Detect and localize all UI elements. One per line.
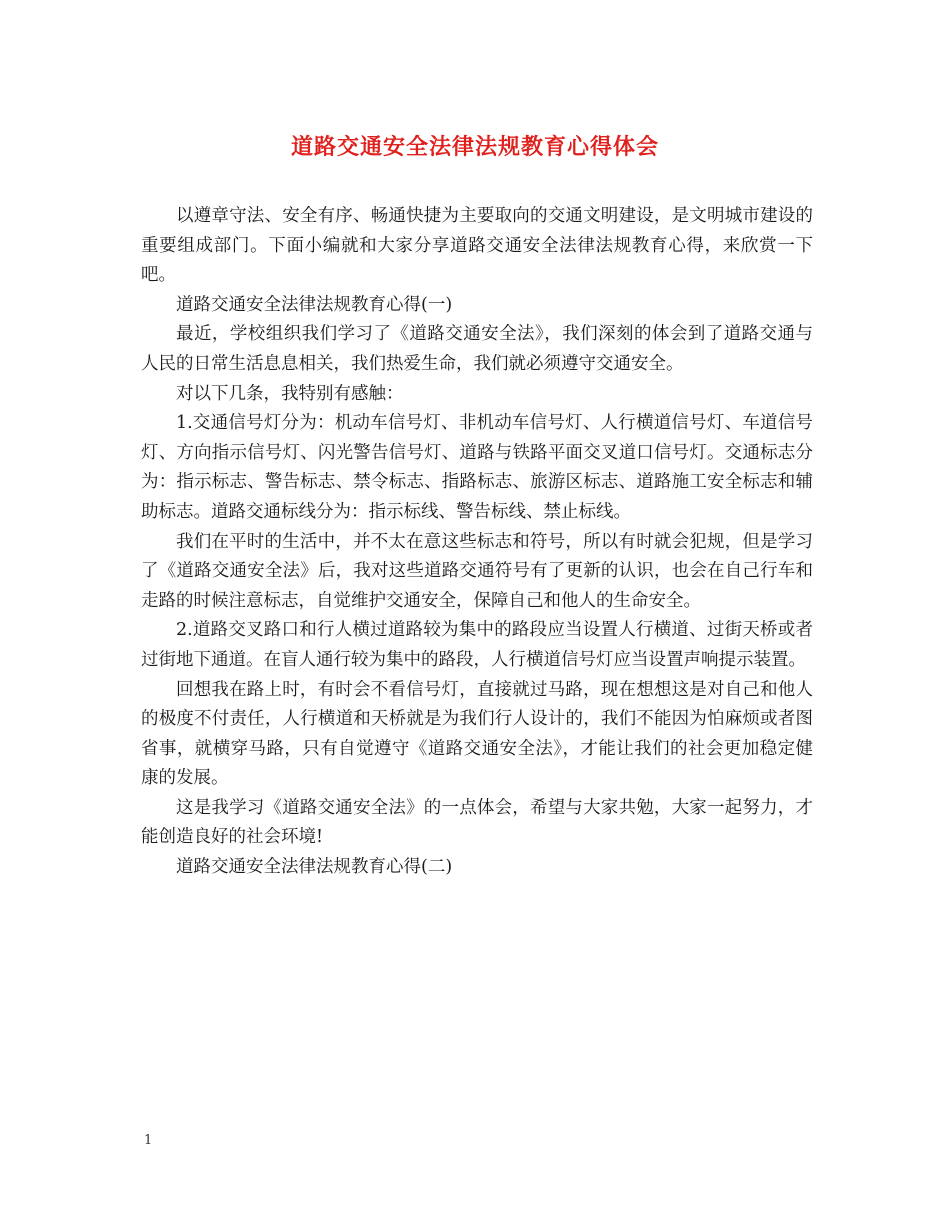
body-paragraph: 这是我学习《道路交通安全法》的一点体会，希望与大家共勉，大家一起努力，才能创造良好的社会环境! xyxy=(141,797,813,848)
body-paragraph: 回想我在路上时，有时会不看信号灯，直接就过马路，现在想想这是对自己和他人的极度不付责任，人行横道和天桥就是为我们行人设计的，我们不能因为怕麻烦或者图省事，就横穿马路，只有自觉遵守《道路交通安全法》，才能让我们的社会更加稳定健康的发展。 xyxy=(141,679,813,789)
body-paragraph: 2.道路交叉路口和行人横过道路较为集中的路段应当设置人行横道、过街天桥或者过街地下通道。在盲人通行较为集中的路段，人行横道信号灯应当设置声响提示装置。 xyxy=(141,620,813,670)
body-paragraph: 我们在平时的生活中，并不太在意这些标志和符号，所以有时就会犯规，但是学习了《道路交通安全法》后，我对这些道路交通符号有了更新的认识，也会在自己行车和走路的时候注意标志，自觉维护交通安全，保障自己和他人的生命安全。 xyxy=(141,531,813,611)
intro-paragraph: 以遵章守法、安全有序、畅通快捷为主要取向的交通文明建设，是文明城市建设的重要组成部门。下面小编就和大家分享道路交通安全法律法规教育心得，来欣赏一下吧。 xyxy=(141,206,813,286)
section-heading-one: 道路交通安全法律法规教育心得(一) xyxy=(176,294,453,315)
body-paragraph: 1.交通信号灯分为：机动车信号灯、非机动车信号灯、人行横道信号灯、车道信号灯、方向指示信号灯、闪光警告信号灯、道路与铁路平面交叉道口信号灯。交通标志分为：指示标志、警告标志、禁令标志、指路标志、旅游区标志、道路施工安全标志和辅助标志。道路交通标线分为：指示标线、警告标线、禁止标线。 xyxy=(141,413,813,522)
body-paragraph: 对以下几条，我特别有感触： xyxy=(176,383,404,404)
document-title: 道路交通安全法律法规教育心得体会 xyxy=(290,134,659,160)
body-paragraph: 最近，学校组织我们学习了《道路交通安全法》，我们深刻的体会到了道路交通与人民的日常生活息息相关，我们热爱生命，我们就必须遵守交通安全。 xyxy=(141,324,813,374)
document-body xyxy=(141,202,813,883)
section-heading-two: 道路交通安全法律法规教育心得(二) xyxy=(176,857,453,878)
page-number: 1 xyxy=(144,1133,153,1148)
